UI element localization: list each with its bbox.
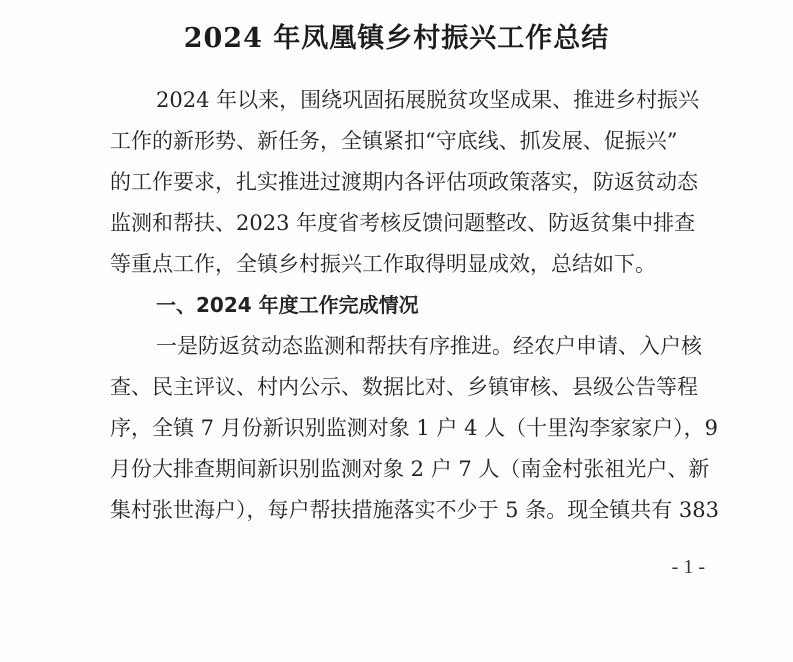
body-line: 序，全镇 7 月份新识别监测对象 1 户 4 人（十里沟李家家户），9 [110, 416, 718, 440]
document-title: 2024 年凤凰镇乡村振兴工作总结 [183, 23, 610, 54]
page-number: - 1 - [671, 556, 705, 578]
intro-line: 工作的新形势、新任务，全镇紧扣“守底线、抓发展、促振兴” [110, 129, 678, 153]
intro-line: 2024 年以来，围绕巩固拓展脱贫攻坚成果、推进乡村振兴 [156, 88, 700, 112]
body-line: 月份大排查期间新识别监测对象 2 户 7 人（南金村张祖光户、新 [110, 457, 710, 481]
intro-line: 监测和帮扶、2023 年度省考核反馈问题整改、防返贫集中排查 [110, 211, 696, 235]
body-line: 集村张世海户），每户帮扶措施落实不少于 5 条。现全镇共有 383 [110, 498, 719, 522]
section-heading: 一、2024 年度工作完成情况 [156, 293, 419, 317]
intro-line: 的工作要求，扎实推进过渡期内各评估项政策落实，防返贫动态 [110, 170, 698, 194]
body-line: 一是防返贫动态监测和帮扶有序推进。经农户申请、入户核 [156, 334, 702, 358]
intro-line: 等重点工作，全镇乡村振兴工作取得明显成效，总结如下。 [110, 252, 656, 276]
body-line: 查、民主评议、村内公示、数据比对、乡镇审核、县级公告等程 [110, 375, 698, 399]
